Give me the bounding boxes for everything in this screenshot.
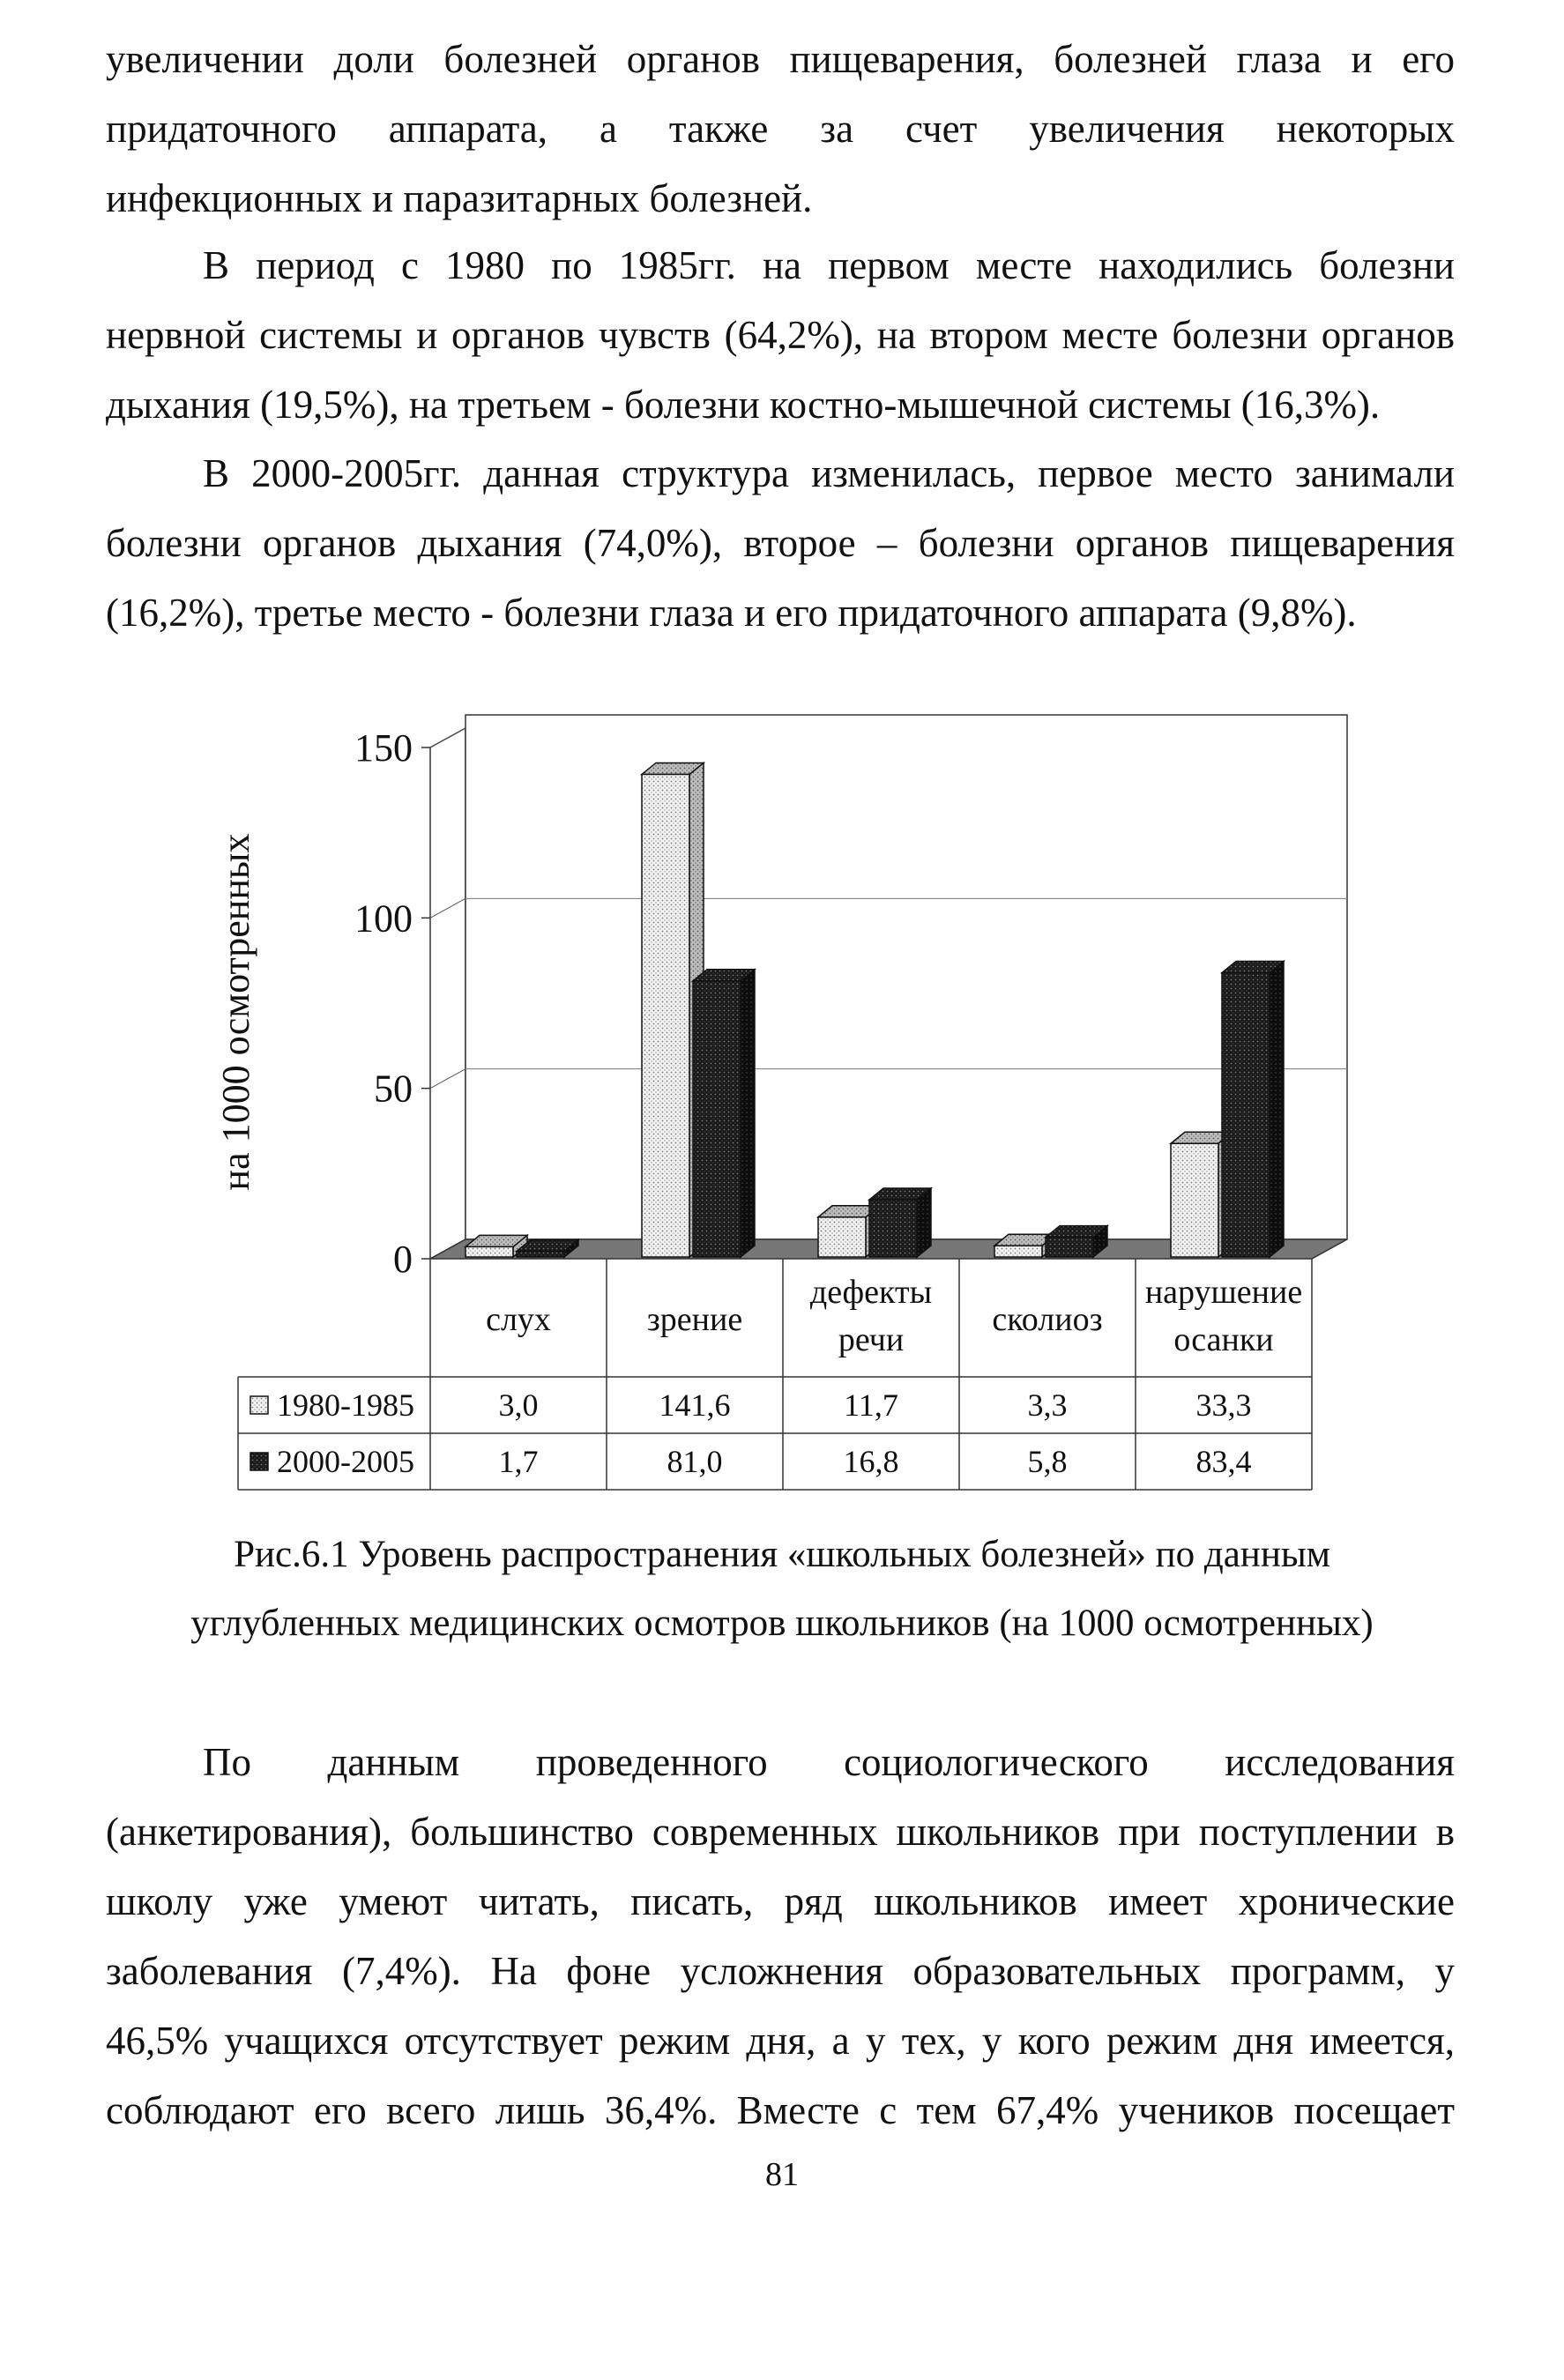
chart-floor — [430, 1239, 1347, 1259]
bar-top — [818, 1206, 880, 1217]
bar-0-2 — [818, 1206, 880, 1257]
bar-top — [1222, 962, 1284, 973]
bar-front — [1222, 973, 1270, 1257]
bar-front — [1171, 1143, 1218, 1257]
bar-1-3 — [1046, 1226, 1107, 1257]
paragraph-line: (анкетирования), большинство современных школьников при поступлении в — [106, 1810, 1455, 1854]
bar-side — [741, 970, 755, 1257]
paragraph-2 — [106, 231, 1455, 440]
paragraph-line: соблюдают его всего лишь 36,4%. Вместе с тем 67,4% учеников посещает — [106, 2088, 1455, 2132]
bar-front — [818, 1217, 866, 1257]
paragraph-line: 46,5% учащихся отсутствует режим дня, а у тех, у кого режим дня имеется, — [106, 2019, 1455, 2063]
bar-front — [1046, 1238, 1093, 1257]
paragraph-line: увеличении доли болезней органов пищеварения, болезней глаза и его — [106, 37, 1455, 81]
side-wall — [430, 728, 465, 1259]
page-number: 81 — [765, 2156, 799, 2193]
category-label: слух — [486, 1301, 551, 1338]
gridline — [430, 898, 465, 918]
bar-top — [1171, 1132, 1233, 1143]
paragraph-line: (16,2%), третье место - болезни глаза и его придаточного аппарата (9,8%). — [106, 591, 1357, 635]
y-axis — [214, 726, 430, 1281]
paragraph-1 — [106, 25, 1455, 234]
chart-bars — [465, 762, 1284, 1257]
category-label: зрение — [646, 1301, 743, 1338]
bar-0-0 — [465, 1235, 527, 1257]
paragraph-line: дыхания (19,5%), на третьем - болезни костно-мышечной системы (16,3%). — [106, 383, 1381, 427]
data-value-label: 11,7 — [844, 1387, 898, 1423]
paragraph-line: заболевания (7,4%). На фоне усложнения образовательных программ, у — [106, 1949, 1455, 1993]
paragraph-line: В период с 1980 по 1985гг. на первом месте находились болезни — [203, 243, 1455, 287]
bar-1-4 — [1222, 962, 1284, 1257]
paragraph-line: В 2000-2005гг. данная структура изменилась, первое место занимали — [203, 451, 1455, 495]
paragraph-line: По данным проведенного социологического исследования — [203, 1740, 1455, 1784]
bar-side — [917, 1188, 931, 1257]
data-value-label: 3,3 — [1027, 1387, 1068, 1423]
data-value-label: 33,3 — [1195, 1387, 1252, 1423]
bar-0-4 — [1171, 1132, 1233, 1257]
data-value-label: 5,8 — [1027, 1444, 1068, 1479]
y-tick-label: 150 — [354, 726, 413, 770]
paragraph-line: школу уже умеют читать, писать, ряд школьников имеет хронические — [106, 1879, 1455, 1923]
bar-top — [1046, 1226, 1107, 1238]
category-label: осанки — [1173, 1321, 1274, 1358]
legend-swatch — [250, 1396, 268, 1414]
bar-top — [517, 1239, 578, 1251]
bar-top — [642, 762, 704, 774]
bar-top — [869, 1188, 931, 1200]
bar-front — [642, 774, 689, 1257]
y-tick-label: 100 — [354, 896, 413, 941]
category-label: сколиоз — [992, 1301, 1103, 1338]
data-value-label: 1,7 — [498, 1444, 539, 1479]
legend-label: 1980-1985 — [277, 1387, 414, 1423]
bar-front — [693, 981, 741, 1257]
paragraph-line: придаточного аппарата, а также за счет увеличения некоторых — [106, 107, 1455, 151]
bar-top — [465, 1235, 527, 1246]
bar-1-2 — [869, 1188, 931, 1257]
category-label: дефекты — [809, 1274, 933, 1311]
y-axis-label: на 1000 осмотренных — [214, 833, 257, 1191]
bar-side — [1218, 1132, 1233, 1257]
bar-top — [693, 970, 755, 981]
back-wall — [465, 715, 1347, 1239]
bar-side — [513, 1235, 527, 1257]
figure-caption-line-1: Рис.6.1 Уровень распространения «школьных болезней» по данным — [234, 1534, 1330, 1575]
bar-front — [517, 1251, 564, 1257]
bar-1-0 — [517, 1239, 578, 1257]
legend-swatch — [250, 1453, 268, 1470]
figure-caption-line-2: углубленных медицинских осмотров школьников (на 1000 осмотренных) — [190, 1603, 1374, 1644]
category-label: речи — [838, 1321, 905, 1358]
paragraph-line: нервной системы и органов чувств (64,2%), на втором месте болезни органов — [106, 313, 1455, 357]
data-value-label: 83,4 — [1195, 1444, 1252, 1479]
paragraph-3 — [106, 439, 1455, 648]
bar-1-1 — [693, 970, 755, 1257]
gridline — [430, 1069, 465, 1089]
bar-side — [1093, 1226, 1107, 1257]
gridline — [430, 728, 465, 747]
y-tick-label: 0 — [393, 1238, 413, 1281]
paragraph-line: болезни органов дыхания (74,0%), второе – болезни органов пищеварения — [106, 521, 1455, 565]
chart-frame — [430, 715, 1347, 1259]
y-tick-label: 50 — [374, 1067, 413, 1111]
data-value-label: 3,0 — [498, 1387, 539, 1423]
data-table — [238, 1259, 1312, 1490]
bar-top — [994, 1234, 1056, 1246]
legend-label: 2000-2005 — [277, 1444, 414, 1479]
data-value-label: 81,0 — [667, 1444, 723, 1479]
category-label: нарушение — [1144, 1274, 1303, 1311]
data-value-label: 16,8 — [843, 1444, 899, 1479]
bar-front — [994, 1246, 1042, 1257]
bar-0-3 — [994, 1234, 1056, 1257]
bar-side — [689, 762, 704, 1257]
bar-side — [866, 1206, 880, 1257]
bar-side — [1042, 1234, 1056, 1257]
paragraph-line: инфекционных и паразитарных болезней. — [106, 176, 813, 220]
paragraph-4 — [106, 1728, 1455, 2146]
bar-0-1 — [642, 762, 704, 1257]
bar-front — [869, 1200, 917, 1257]
bar-front — [465, 1246, 513, 1257]
bar-side — [1270, 962, 1284, 1257]
bar-side — [564, 1239, 578, 1257]
data-value-label: 141,6 — [659, 1387, 731, 1423]
